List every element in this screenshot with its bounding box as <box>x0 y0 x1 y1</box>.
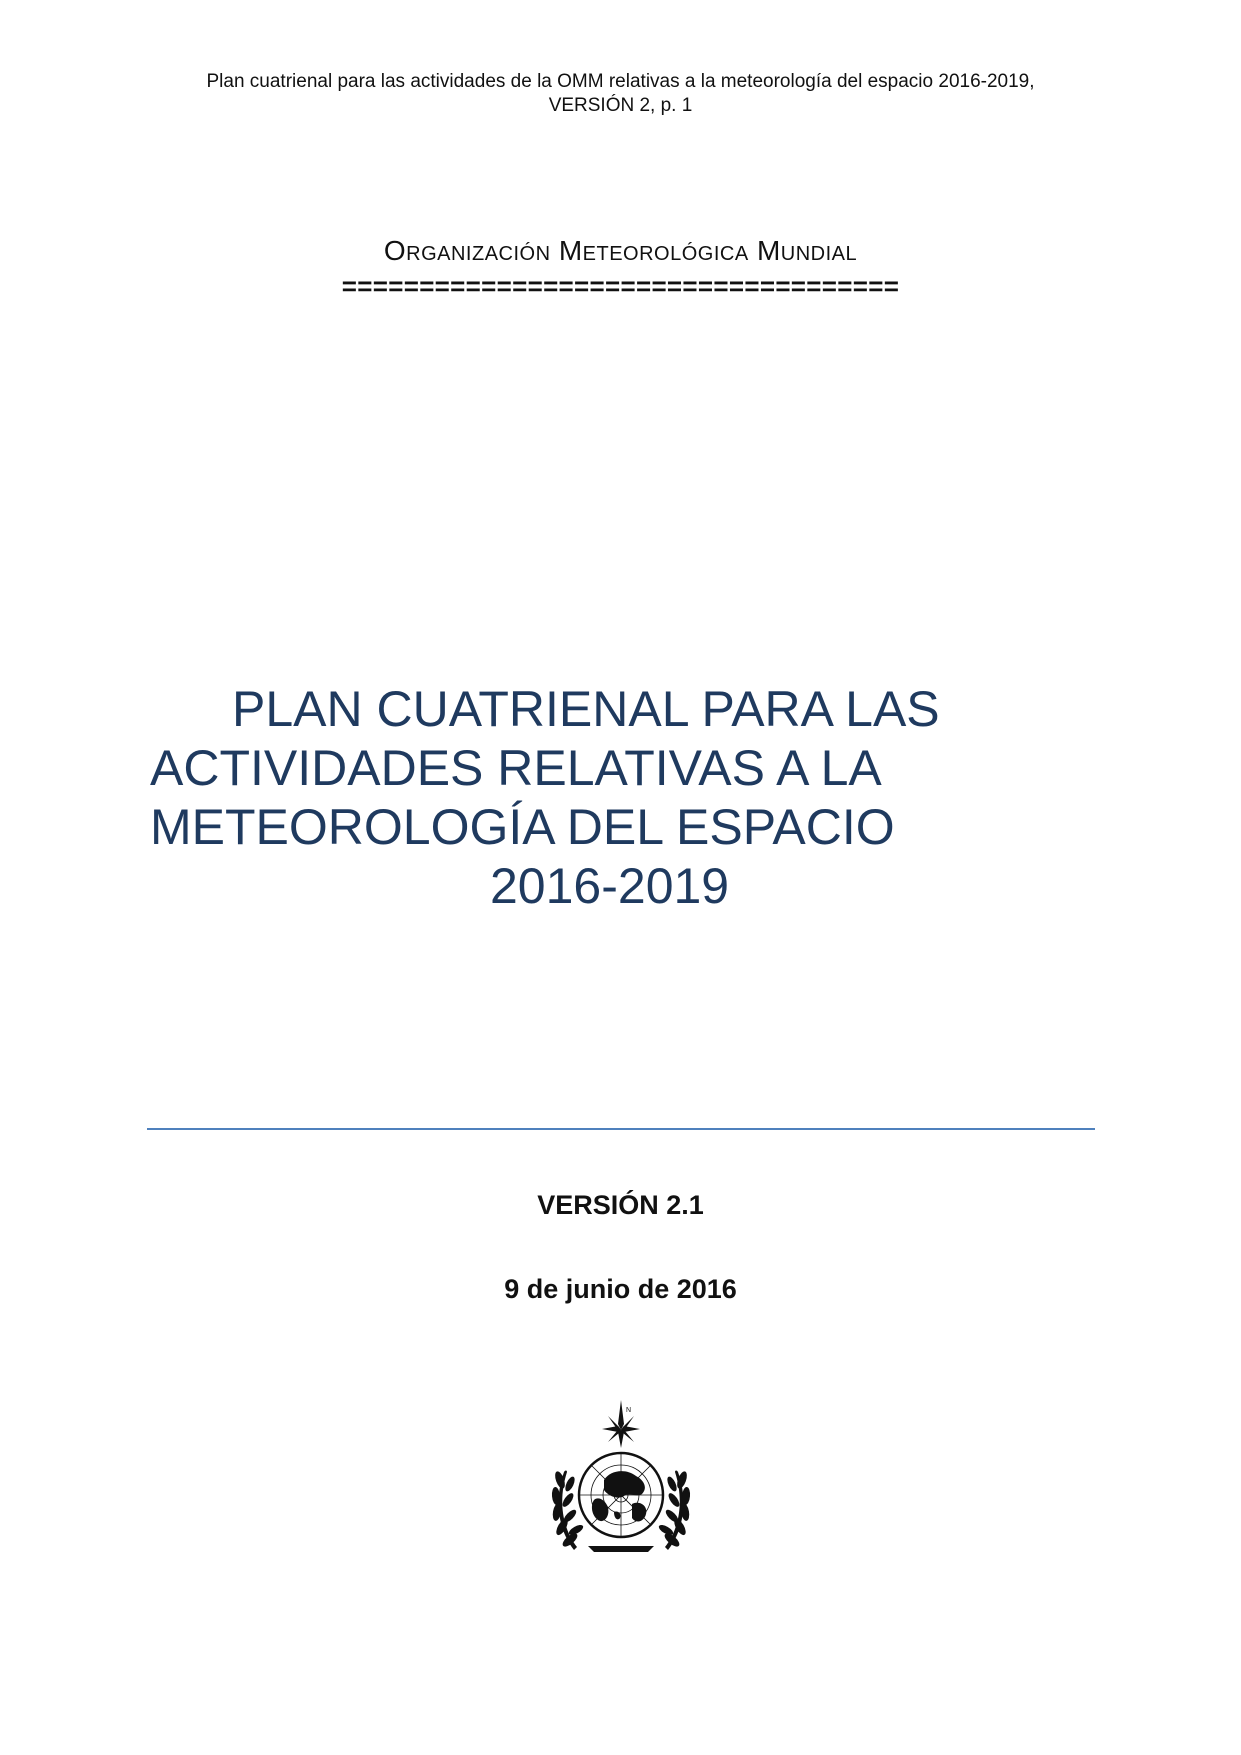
organization-name: Organización Meteorológica Mundial <box>383 235 858 266</box>
title-line-4: 2016-2019 <box>490 858 730 914</box>
title-divider <box>147 1128 1095 1130</box>
title-line-1: PLAN CUATRIENAL PARA LAS <box>232 681 940 737</box>
svg-text:N: N <box>626 1407 632 1414</box>
running-header-line-2: VERSIÓN 2, p. 1 <box>548 95 693 116</box>
document-date: 9 de junio de 2016 <box>504 1274 737 1304</box>
version-label: VERSIÓN 2.1 <box>537 1190 704 1220</box>
title-line-2: ACTIVIDADES RELATIVAS A LA <box>150 740 882 796</box>
running-header <box>0 70 1241 118</box>
title-line-3: METEOROLOGÍA DEL ESPACIO <box>150 799 895 855</box>
running-header-line-1: Plan cuatrienal para las actividades de la OMM relativas a la meteorología del espacio 2016-2019, <box>206 71 1035 92</box>
document-title <box>150 680 1050 916</box>
organization-rule: ==================================== <box>341 271 900 301</box>
wmo-emblem-icon <box>544 1400 698 1558</box>
